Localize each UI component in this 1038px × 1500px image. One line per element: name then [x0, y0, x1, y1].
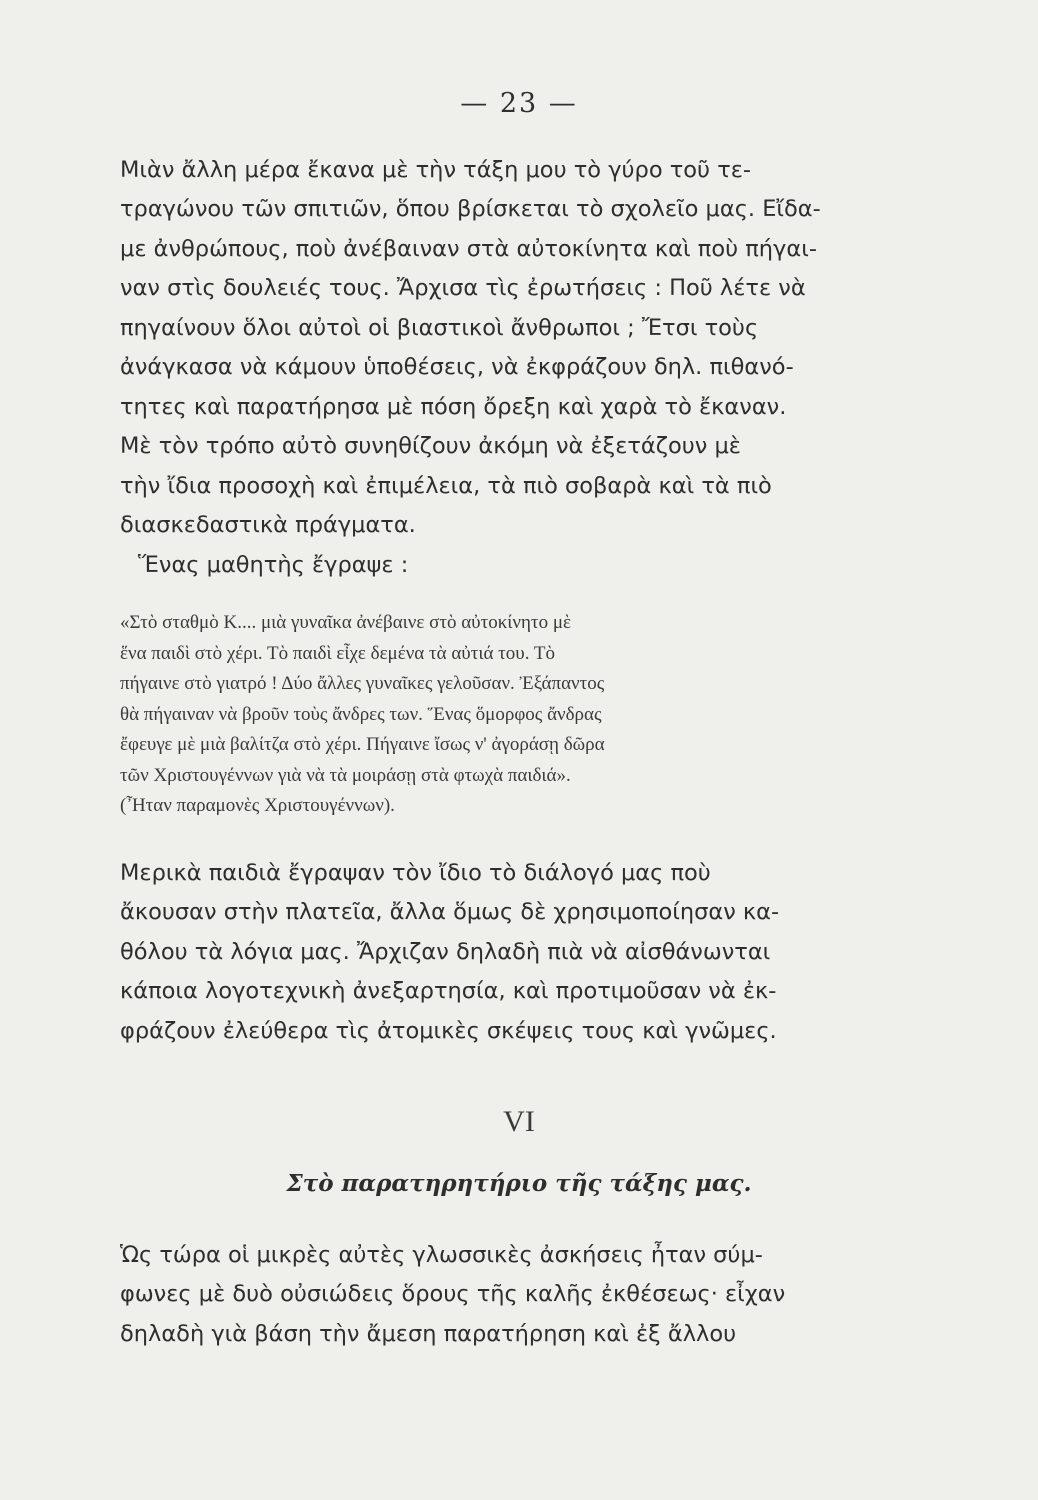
- student-intro: Ἕνας μαθητὴς ἔγραψε :: [138, 551, 409, 578]
- text-line: τραγώνου τῶν σπιτιῶν, ὅπου βρίσκεται τὸ σχολεῖο μας. Εἴδα-: [120, 196, 821, 223]
- section-title: Στὸ παρατηρητήριο τῆς τάξης μας.: [286, 1170, 752, 1197]
- text-line: Μιὰν ἄλλη μέρα ἔκανα μὲ τὴν τάξη μου τὸ γύρο τοῦ τε-: [120, 156, 752, 183]
- section-number: VI: [503, 1105, 535, 1138]
- quote-line: θὰ πήγαιναν νὰ βροῦν τοὺς ἄνδρες των. Ἕνας ὅμορφος ἄνδρας: [120, 703, 602, 725]
- text-line: διασκεδαστικὰ πράγματα.: [120, 512, 416, 539]
- text-line: Ὡς τώρα οἱ μικρὲς αὐτὲς γλωσσικὲς ἀσκήσεις ἦταν σύμ-: [120, 1241, 763, 1268]
- text-line: ἄκουσαν στὴν πλατεῖα, ἄλλα ὅμως δὲ χρησιμοποίησαν κα-: [120, 899, 780, 926]
- text-line: Μὲ τὸν τρόπο αὐτὸ συνηθίζουν ἀκόμη νὰ ἐξετάζουν μὲ: [120, 433, 741, 460]
- text-line: κάποια λογοτεχνικὴ ἀνεξαρτησία, καὶ προτιμοῦσαν νὰ ἐκ-: [120, 978, 777, 1005]
- quote-line: «Στὸ σταθμὸ Κ.... μιὰ γυναῖκα ἀνέβαινε στὸ αὐτοκίνητο μὲ: [120, 612, 571, 634]
- text-line: φωνες μὲ δυὸ οὐσιώδεις ὅρους τῆς καλῆς ἐκθέσεως· εἶχαν: [120, 1281, 786, 1308]
- text-line: τὴν ἴδια προσοχὴ καὶ ἐπιμέλεια, τὰ πιὸ σοβαρὰ καὶ τὰ πιὸ: [120, 472, 772, 499]
- quote-line: πήγαινε στὸ γιατρό ! Δύο ἄλλες γυναῖκες γελοῦσαν. Ἐξάπαντος: [120, 673, 605, 695]
- quote-line: ἕνα παιδὶ στὸ χέρι. Τὸ παιδὶ εἶχε δεμένα τὰ αὐτιά του. Τὸ: [120, 642, 555, 664]
- text-line: Μερικὰ παιδιὰ ἔγραψαν τὸν ἴδιο τὸ διάλογό μας ποὺ: [120, 859, 711, 886]
- text-line: πηγαίνουν ὅλοι αὐτοὶ οἱ βιαστικοὶ ἄνθρωποι ; Ἔτσι τοὺς: [120, 314, 759, 341]
- page-number: — 23 —: [460, 88, 578, 119]
- paragraph-3: [120, 1235, 890, 1354]
- text-line: ἀνάγκασα νὰ κάμουν ὑποθέσεις, νὰ ἐκφράζουν δηλ. πιθανό-: [120, 354, 794, 381]
- text-line: θόλου τὰ λόγια μας. Ἄρχιζαν δηλαδὴ πιὰ νὰ αἰσθάνωνται: [120, 938, 771, 965]
- text-line: τητες καὶ παρατήρησα μὲ πόση ὄρεξη καὶ χαρὰ τὸ ἔκαναν.: [120, 393, 787, 420]
- quote-line: ἔφευγε μὲ μιὰ βαλίτζα στὸ χέρι. Πήγαινε ἴσως ν' ἀγοράσῃ δῶρα: [120, 734, 605, 756]
- text-line: φράζουν ἐλεύθερα τὶς ἀτομικὲς σκέψεις τους καὶ γνῶμες.: [120, 1017, 777, 1044]
- paragraph-2: [120, 853, 890, 1051]
- text-line: δηλαδὴ γιὰ βάση τὴν ἄμεση παρατήρηση καὶ ἐξ ἄλλου: [120, 1320, 737, 1347]
- paragraph-1: [120, 150, 890, 585]
- text-line: ναν στὶς δουλειές τους. Ἄρχισα τὶς ἐρωτήσεις : Ποῦ λέτε νὰ: [120, 275, 806, 302]
- student-quote: [120, 608, 890, 822]
- quote-line: (Ἦταν παραμονὲς Χριστουγέννων).: [120, 795, 395, 817]
- quote-line: τῶν Χριστουγέννων γιὰ νὰ τὰ μοιράσῃ στὰ φτωχὰ παιδιά».: [120, 764, 571, 786]
- text-line: με ἀνθρώπους, ποὺ ἀνέβαιναν στὰ αὐτοκίνητα καὶ ποὺ πήγαι-: [120, 235, 817, 262]
